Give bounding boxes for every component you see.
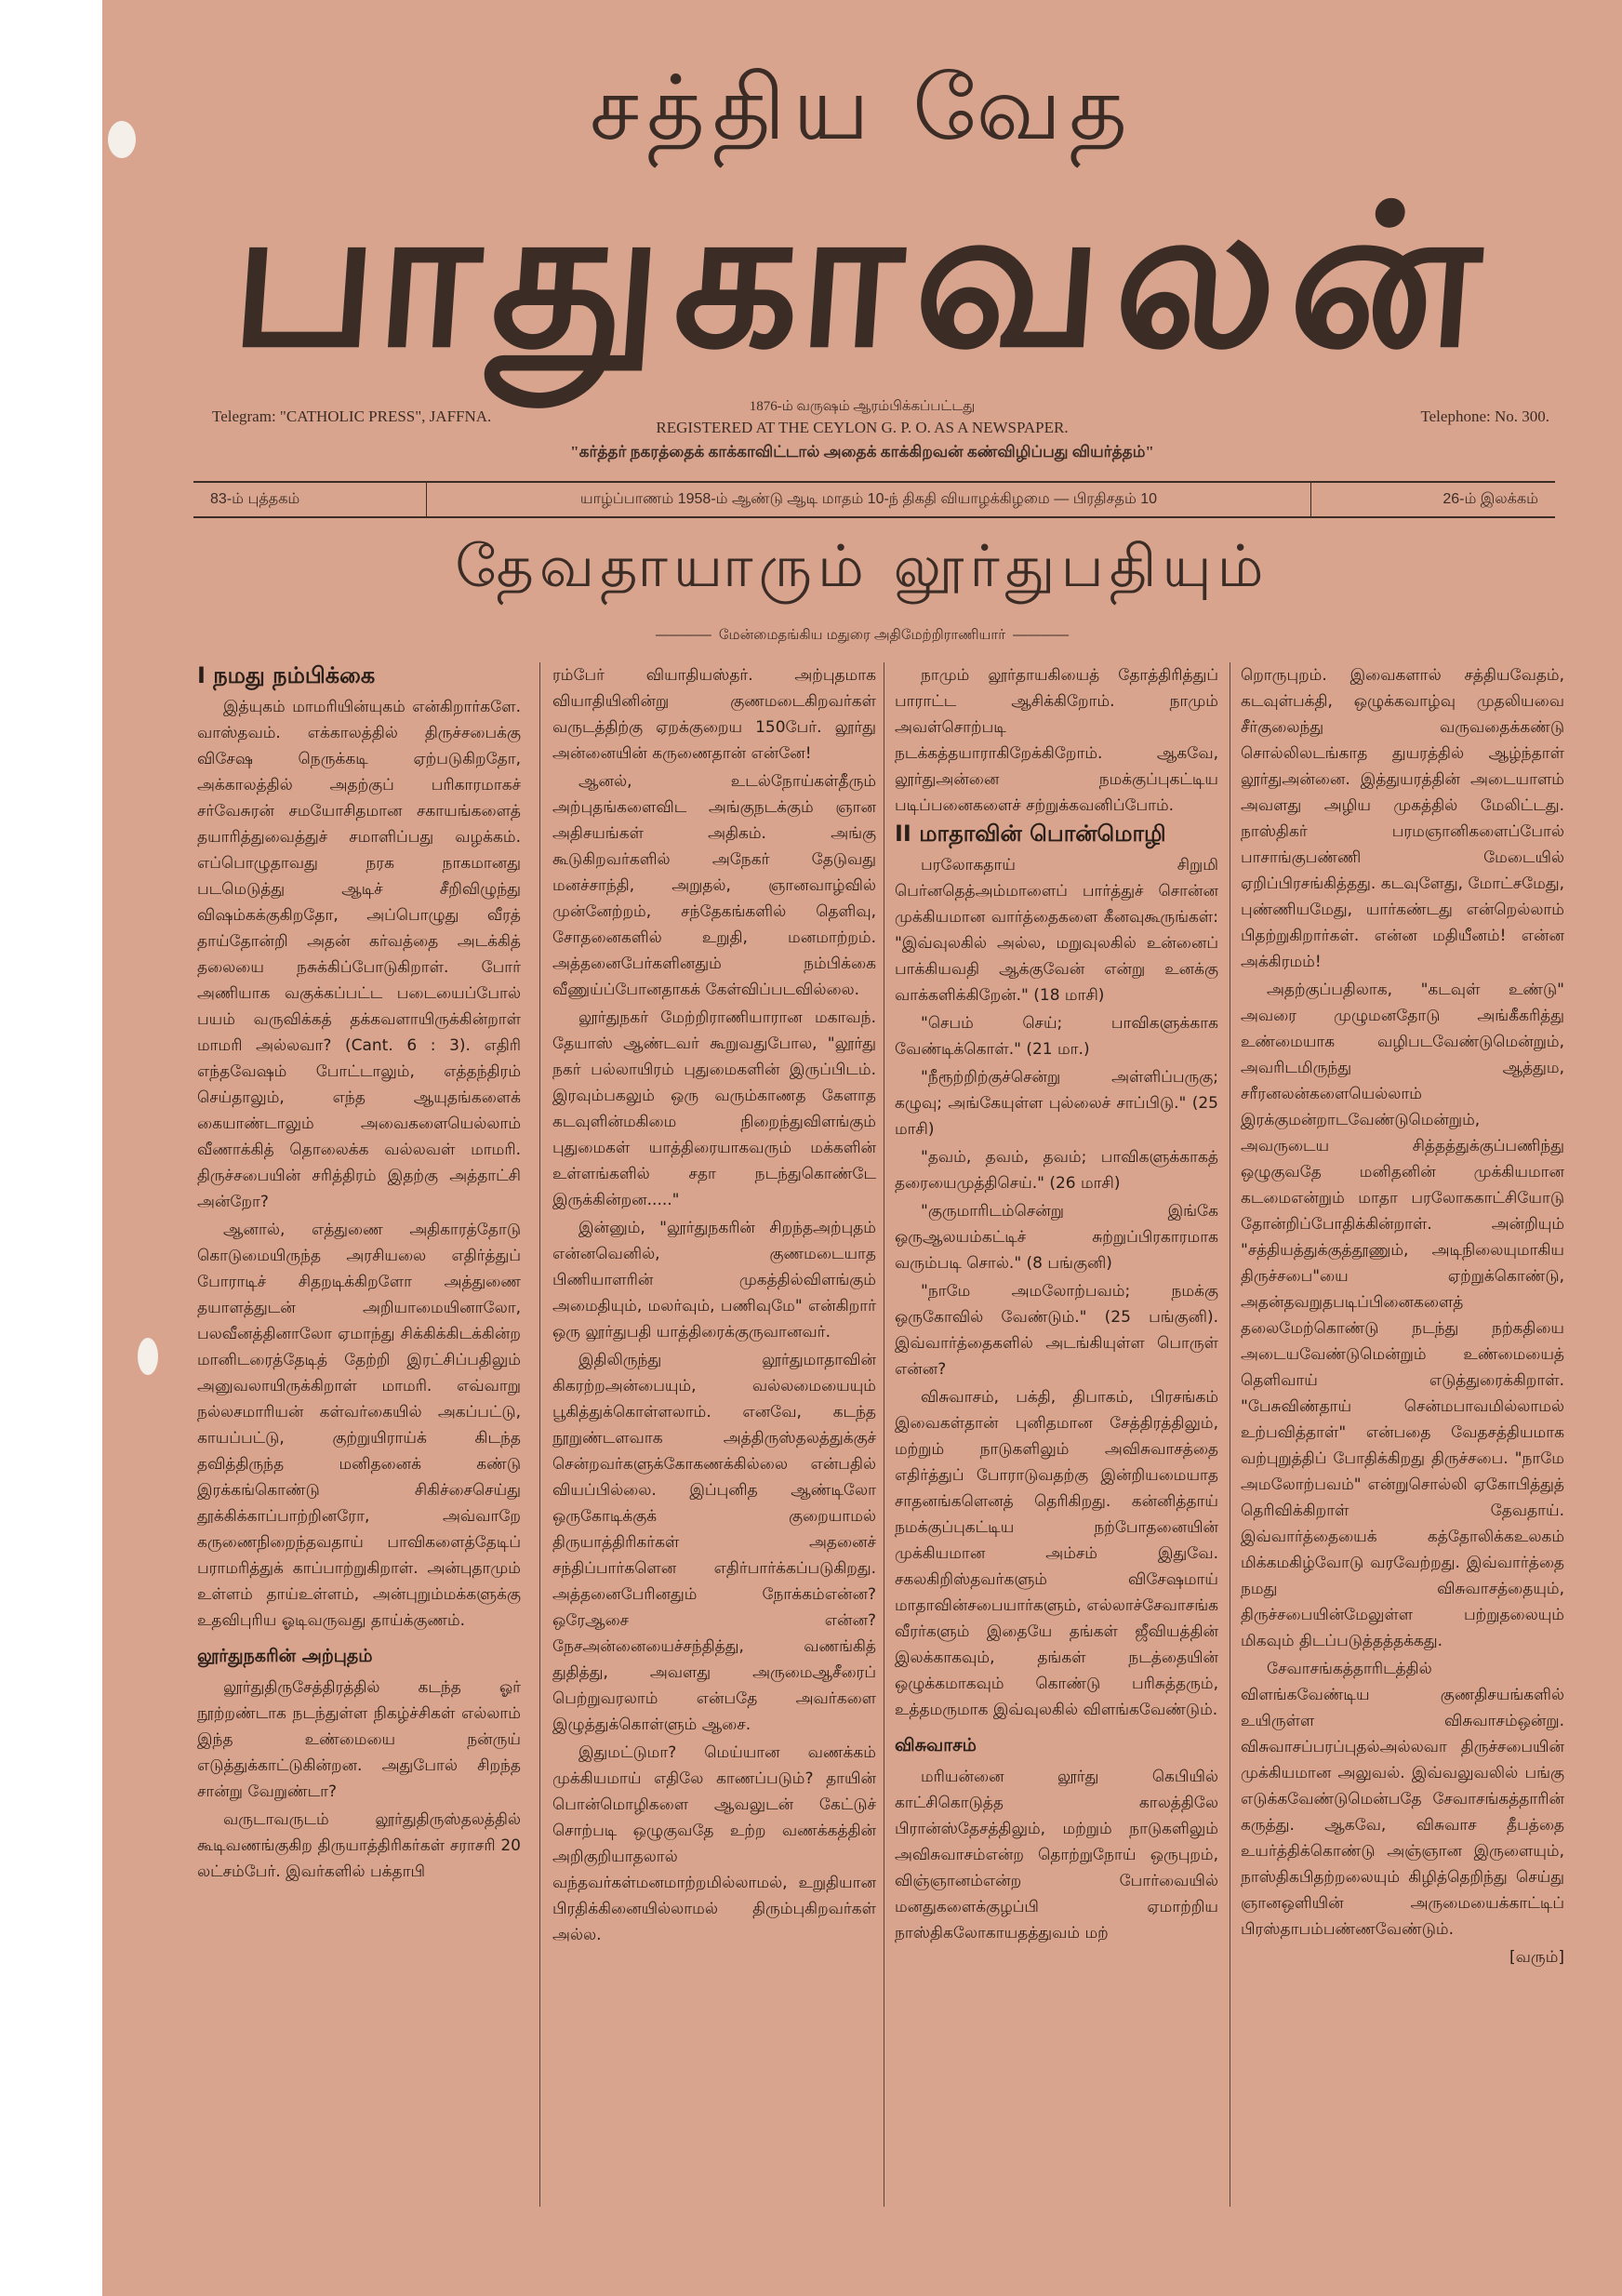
paragraph: றொருபுறம். இவைகளால் சத்தியவேதம், கடவுள்பக்தி, ஒழுக்கவாழ்வு முதலியவை சீர்குலைந்து வருவதைக்கண்டு சொல்லிலடங்காத துயரத்தில் ஆழ்ந்தாள் லூர்துஅன்னை. இத்துயரத்தின் அடையாளம் அவளது அழிய முகத்தில் மேலிட்டது. நாஸ்திகர் பரமஞானிகளைப்போல் பாசாங்குபண்ணி மேடையில் ஏறிப்பிரசங்கித்தது. கடவுளேது, மோட்சமேது, புண்ணியமேது, யார்கண்டது என்றெல்லாம் பிதற்றுகிறார்கள். என்ன மதியீனம்! என்ன அக்கிரமம்! [1241, 666, 1564, 971]
paragraph: "குருமாரிடம்சென்று இங்கே ஒருஆலயம்கட்டிச் சுற்றுப்பிரகாரமாக வரும்படி சொல்." (8 பங்குனி) [895, 1202, 1218, 1273]
paragraph: விசுவாசம், பக்தி, திபாகம், பிரசங்கம் இவைகள்தான் புனிதமான சேத்திரத்திலும், மற்றும் நாடுகளிலும் அவிசுவாசத்தை எதிர்த்துப் போராடுவதற்கு இன்றியமையாத சாதனங்களெனத் தெரிகிறது. கன்னித்தாய் நமக்குப்புகட்டிய நற்போதனையின் முக்கியமான அம்சம் இதுவே. சகலகிறிஸ்தவர்களும் விசேஷமாய் மாதாவின்சபையார்களும், எல்லாச்சேவாசங்க வீரர்களும் இதையே தங்கள் ஜீவியத்தின் இலக்காகவும், தங்கள் நடத்தையின் ஒழுக்கமாகவும் கொண்டு பரிசுத்தரும், உத்தமருமாக இவ்வுலகில் விளங்கவேண்டும். [895, 1388, 1218, 1719]
paragraph: மரியன்னை லூர்து கெபியில் காட்சிகொடுத்த காலத்திலே பிரான்ஸ்தேசத்திலும், மற்றும் நாடுகளிலும் அவிசுவாசம்என்ற தொற்றுநோய் ஒருபுறம், விஞ்ஞானம்என்ற போர்வையில் மனதுகளைக்குழப்பி ஏமாற்றிய நாஸ்திகலோகாயதத்துவம் மற் [895, 1768, 1218, 1942]
issue-date: யாழ்ப்பாணம் 1958-ம் ஆண்டு ஆடி மாதம் 10-ந் திகதி வியாழக்கிழமை — பிரதிசதம் 10 [426, 483, 1311, 516]
telephone-info: Telephone: No. 300. [1420, 407, 1549, 425]
paragraph: லூர்துநகர் மேற்றிராணியாரான மகாவந். தேயாஸ் ஆண்டவர் கூறுவதுபோல, "லூர்து நகர் பல்லாயிரம் புதுமைகளின் இருப்பிடம். இரவும்பகலும் ஒரு வரும்காணத கேளாத கடவுளின்மகிமை நிறைந்துவிளங்கும் புதுமைகள் யாத்திரையாகவரும் மக்களின் உள்ளங்களில் சதா நடந்துகொண்டே இருக்கின்றன....." [552, 1008, 876, 1209]
paragraph: இன்னும், "லூர்துநகரின் சிறந்தஅற்புதம் என்னவெனில், குணமடையாத பிணியாளரின் முகத்தில்விளங்கும் அமைதியும், மலர்வும், பணிவுமே" என்கிறார் ஒரு லூர்துபதி யாத்திரைக்குருவானவர். [552, 1219, 876, 1342]
motto: "கர்த்தர் நகரத்தைக் காக்காவிட்டால் அதைக் காக்கிறவன் கண்விழிப்பது வியர்த்தம்" [570, 443, 1154, 461]
article-column-3 [895, 662, 1218, 2203]
paragraph: இத்யுகம் மாமரியின்யுகம் என்கிறார்களே. வாஸ்தவம். எக்காலத்தில் திருச்சபைக்கு விசேஷ நெருக்கடி ஏற்படுகிறதோ, அக்காலத்தில் அதற்குப் பரிகாரமாகச் சர்வேசுரன் சமயோசிதமான சகாயங்களைத் தயாரித்துவைத்துச் சமாளிப்பது வழக்கம். எப்பொழுதாவது நரக நாகமானது படமெடுத்து ஆடிச் சீறிவிழுந்து விஷம்கக்குகிறதோ, அப்பொழுது வீரத் தாய்தோன்றி அதன் கர்வத்தை அடக்கித் தலையை நசுக்கிப்போடுகிறாள். போர் அணியாக வகுக்கப்பட்ட படையைப்போல் பயம் வருவிக்கத் தக்கவளாயிருக்கின்றாள் மாமரி அல்லவா? (Cant. 6 : 3). எதிரி எந்தவேஷம் போட்டாலும், எத்தந்திரம் செய்தாலும், எந்த ஆயுதங்களைக் கையாண்டாலும் அவைகளையெல்லாம் வீணாக்கித் தொலைக்க வல்லவள் மாமரி. திருச்சபையின் சரித்திரம் இதற்கு அத்தாட்சி அன்றோ? [197, 698, 521, 1211]
paragraph: ரம்பேர் வியாதியஸ்தர். அற்புதமாக வியாதியினின்று குணமடைகிறவர்கள் வருடத்திற்கு ஏறக்குறைய 150பேர். லூர்து அன்னையின் கருணைதான் என்னே! [552, 666, 876, 763]
paragraph: "நாமே அமலோற்பவம்; நமக்கு ஒருகோவில் வேண்டும்." (25 பங்குனி). இவ்வார்த்தைகளில் அடங்கியுள்ள பொருள் என்ன? [895, 1282, 1218, 1379]
paragraph: "தவம், தவம், தவம்; பாவிகளுக்காகத் தரையைமுத்திசெய்." (26 மாசி) [895, 1148, 1218, 1193]
column-rule [539, 662, 540, 2207]
established-note: 1876-ம் வருஷம் ஆரம்பிக்கப்பட்டது [749, 399, 976, 414]
article-headline: தேவதாயாரும் லூர்துபதியும் [455, 532, 1270, 600]
paragraph: நாமும் லூர்தாயகியைத் தோத்திரித்துப் பாராட்ட ஆசிக்கிறோம். நாமும் அவள்சொற்படி நடக்கத்தயாராகிறேக்கிறோம். ஆகவே, லூர்துஅன்னை நமக்குப்புகட்டிய படிப்பனைகளைச் சற்றுக்கவனிப்போம். [895, 666, 1218, 815]
issue-number: 26-ம் இலக்கம் [1443, 491, 1538, 507]
section-heading: I நமது நம்பிக்கை [197, 662, 376, 688]
volume-number: 83-ம் புத்தகம் [210, 491, 300, 507]
paragraph: "செபம் செய்; பாவிகளுக்காக வேண்டிக்கொள்." (21 மா.) [895, 1014, 1218, 1059]
section-heading: II மாதாவின் பொன்மொழி [895, 821, 1166, 847]
paragraph: "நீரூற்றிற்குச்சென்று அள்ளிப்பருகு; கழுவு; அங்கேயுள்ள புல்லைச் சாப்பிடு." (25 மாசி) [895, 1068, 1218, 1139]
paragraph: ஆனல், உடல்நோய்கள்தீரும் அற்புதங்களைவிட அங்குநடக்கும் ஞான அதிசயங்கள் அதிகம். அங்கு கூடுகிறவர்களில் அநேகர் தேடுவது மனச்சாந்தி, அறுதல், ஞானவாழ்வில் முன்னேற்றம், சந்தேகங்களில் தெளிவு, சோதனைகளில் உறுதி, மனமாற்றம். அத்தனைபேர்களினதும் நம்பிக்கை வீணுய்ப்போனதாகக் கேள்விப்படவில்லை. [552, 772, 876, 999]
masthead-subtitle: சத்திய வேத [590, 56, 1135, 160]
paragraph: பரலோகதாய் சிறுமி பெர்னதெத்அம்மாளைப் பார்த்துச் சொன்ன முக்கியமான வார்த்தைகளை கீனவுகூருங்கள்: "இவ்வுலகில் அல்ல, மறுவுலகில் உன்னைப் பாக்கியவதி ஆக்குவேன் என்று உனக்கு வாக்களிக்கிறேன்." (18 மாசி) [895, 856, 1218, 1005]
article-author: ———— மேன்மைதங்கிய மதுரை அதிமேற்றிராணியார் ———— [102, 627, 1622, 645]
paper-damage [138, 1338, 158, 1375]
paragraph: அதற்குப்பதிலாக, "கடவுள் உண்டு" அவரை முழுமனதோடு அங்கீகரித்து உண்மையாக வழிபடவேண்டுமென்றும், அவரிடமிருந்து ஆத்தும, சரீரனலன்களையெல்லாம் இரக்குமன்றாடவேண்டுமென்றும், அவருடைய சித்தத்துக்குப்பணிந்து ஒழுகுவதே மனிதனின் முக்கியமான கடமைஎன்றும் மாதா பரலோககாட்சியோடு தோன்றிப்போதிக்கின்றாள். அன்றியும் "சத்தியத்துக்குத்தூணும், அடிநிலையுமாகிய திருச்சபை"யை ஏற்றுக்கொண்டு, அதன்தவறுதபடிப்பினைகளைத் தலைமேற்கொண்டு நடந்து நற்கதியை அடையவேண்டுமென்றும் உண்மையைத் தெளிவாய் எடுத்துரைக்கிறாள். "பேசுவிண்தாய் சென்மபாவமில்லாமல் உற்பவித்தாள்" என்பதை வேதசத்தியமாக வற்புறுத்திப் போதிக்கிறது திருச்சபை. "நாமே அமலோற்பவம்" என்றுசொல்லி ஏகோபித்துத் தெரிவிக்கிறாள் தேவதாய். இவ்வார்த்தையைக் கத்தோலிக்கஉலகம் மிக்கமகிழ்வோடு வரவேற்றது. இவ்வார்த்தை நமது விசுவாசத்தையும், திருச்சபையின்மேலுள்ள பற்றுதலையும் மிகவும் திடப்படுத்தத்தக்கது. [1241, 981, 1564, 1650]
paragraph: சேவாசங்கத்தாரிடத்தில் விளங்கவேண்டிய குணதிசயங்களில் உயிருள்ள விசுவாசம்ஒன்று. விசுவாசப்பரப்புதல்அல்லவா திருச்சபையின் முக்கியமான அலுவல். இவ்வலுவலில் பங்கு எடுக்கவேண்டுமென்பதே சேவாசங்கத்தாரின் கருத்து. ஆகவே, விசுவாச தீபத்தை உயர்த்திக்கொண்டு அஞ்ஞான இருளையும், நாஸ்திகபிதற்றலையும் கிழித்தெறிந்து செய்து ஞானஒளியின் அருமையைக்காட்டிப் பிரஸ்தாபம்பண்ணவேண்டும். [1241, 1660, 1564, 1939]
continued-note: [வரும்] [1509, 1948, 1564, 1967]
masthead-title: பாதுகாவலன் [224, 163, 1502, 391]
paragraph: இதுமட்டுமா? மெய்யான வணக்கம் முக்கியமாய் எதிலே காணப்படும்? தாயின் பொன்மொழிகளை ஆவலுடன் கேட்டுச் சொற்படி ஒழுகுவதே உற்ற வணக்கத்தின் அறிகுறியாதலால் வந்தவர்கள்மனமாற்றமில்லாமல், உறுதியான பிரதிக்கினையில்லாமல் திரும்புகிறவர்கள் அல்ல. [552, 1743, 876, 1944]
section-heading: விசுவாசம் [895, 1735, 977, 1755]
article-column-1 [197, 662, 521, 2203]
registration-note: REGISTERED AT THE CEYLON G. P. O. AS A NEWSPAPER. [656, 419, 1069, 436]
dateline-bar [193, 481, 1555, 518]
article-column-4 [1241, 662, 1564, 2203]
paragraph: வருடாவருடம் லூர்துதிருஸ்தலத்தில் கூடிவணங்குகிற திருயாத்திரிகர்கள் சராசரி 20 லட்சம்பேர். இவர்களில் பக்தாபி [197, 1810, 521, 1881]
telegram-info: Telegram: "CATHOLIC PRESS", JAFFNA. [212, 407, 492, 425]
paragraph: இதிலிருந்து லூர்துமாதாவின் கிகரற்றஅன்பையும், வல்லமையையும் பூகித்துக்கொள்ளலாம். எனவே, கடந்த நூறுண்டளவாக அத்திருஸ்தலத்துக்குச் சென்றவர்களுக்கோகணக்கில்லை என்பதில் வியப்பில்லை. இப்புனித ஆண்டிலோ ஒருகோடிக்குக் குறையாமல் திருயாத்திரிகர்கள் அதனைச் சந்திப்பார்களென எதிர்பார்க்கப்படுகிறது. அத்தனைபேரினதும் நோக்கம்என்ன? ஒரேஆசை என்ன? நேசஅன்னையைச்சந்தித்து, வணங்கித் துதித்து, அவளது அருமைஆசீரைப் பெற்றுவரலாம் என்பதே அவர்களை இழுத்துக்கொள்ளும் ஆசை. [552, 1351, 876, 1734]
section-heading: லூர்துநகரின் அற்புதம் [197, 1646, 373, 1666]
paragraph: லூர்துதிருசேத்திரத்தில் கடந்த ஓர் நூற்றண்டாக நடந்துள்ள நிகழ்ச்சிகள் எல்லாம் இந்த உண்மையை நன்ருய் எடுத்துக்காட்டுகின்றன. அதுபோல் சிறந்த சான்று வேறுண்டா? [197, 1678, 521, 1801]
article-column-2 [552, 662, 876, 2203]
paragraph: ஆனால், எத்துணை அதிகாரத்தோடு கொடுமையிருந்த அரசியலை எதிர்த்துப் போராடிச் சிதறடிக்கிறளோ அத்துணை தயாளத்துடன் அறியாமையினாலோ, பலவீனத்தினாலோ ஏமாந்து சிக்கிக்கிடக்கின்ற மானிடரைத்தேடித் தேற்றி இரட்சிப்பதிலும் அனுவலாயிருக்கிறாள் மாமரி. எவ்வாறு நல்லசமாரியன் கள்வர்கையில் அகப்பட்டு, காயப்பட்டு, குற்றுயிராய்க் கிடந்த தவித்திருந்த மனிதனைக் கண்டு இரக்கங்கொண்டு சிகிச்சைசெய்து தூக்கிக்காப்பாற்றினரோ, அவ்வாறே கருணைநிறைந்தவதாய் பாவிகளைத்தேடிப் பராமரித்துக் காப்பாற்றுகிறாள். அன்புதாமும் உள்ளம் தாய்உள்ளம், அன்புறும்மக்களுக்கு உதவிபுரிய ஓடிவருவது தாய்க்குணம். [197, 1221, 521, 1630]
